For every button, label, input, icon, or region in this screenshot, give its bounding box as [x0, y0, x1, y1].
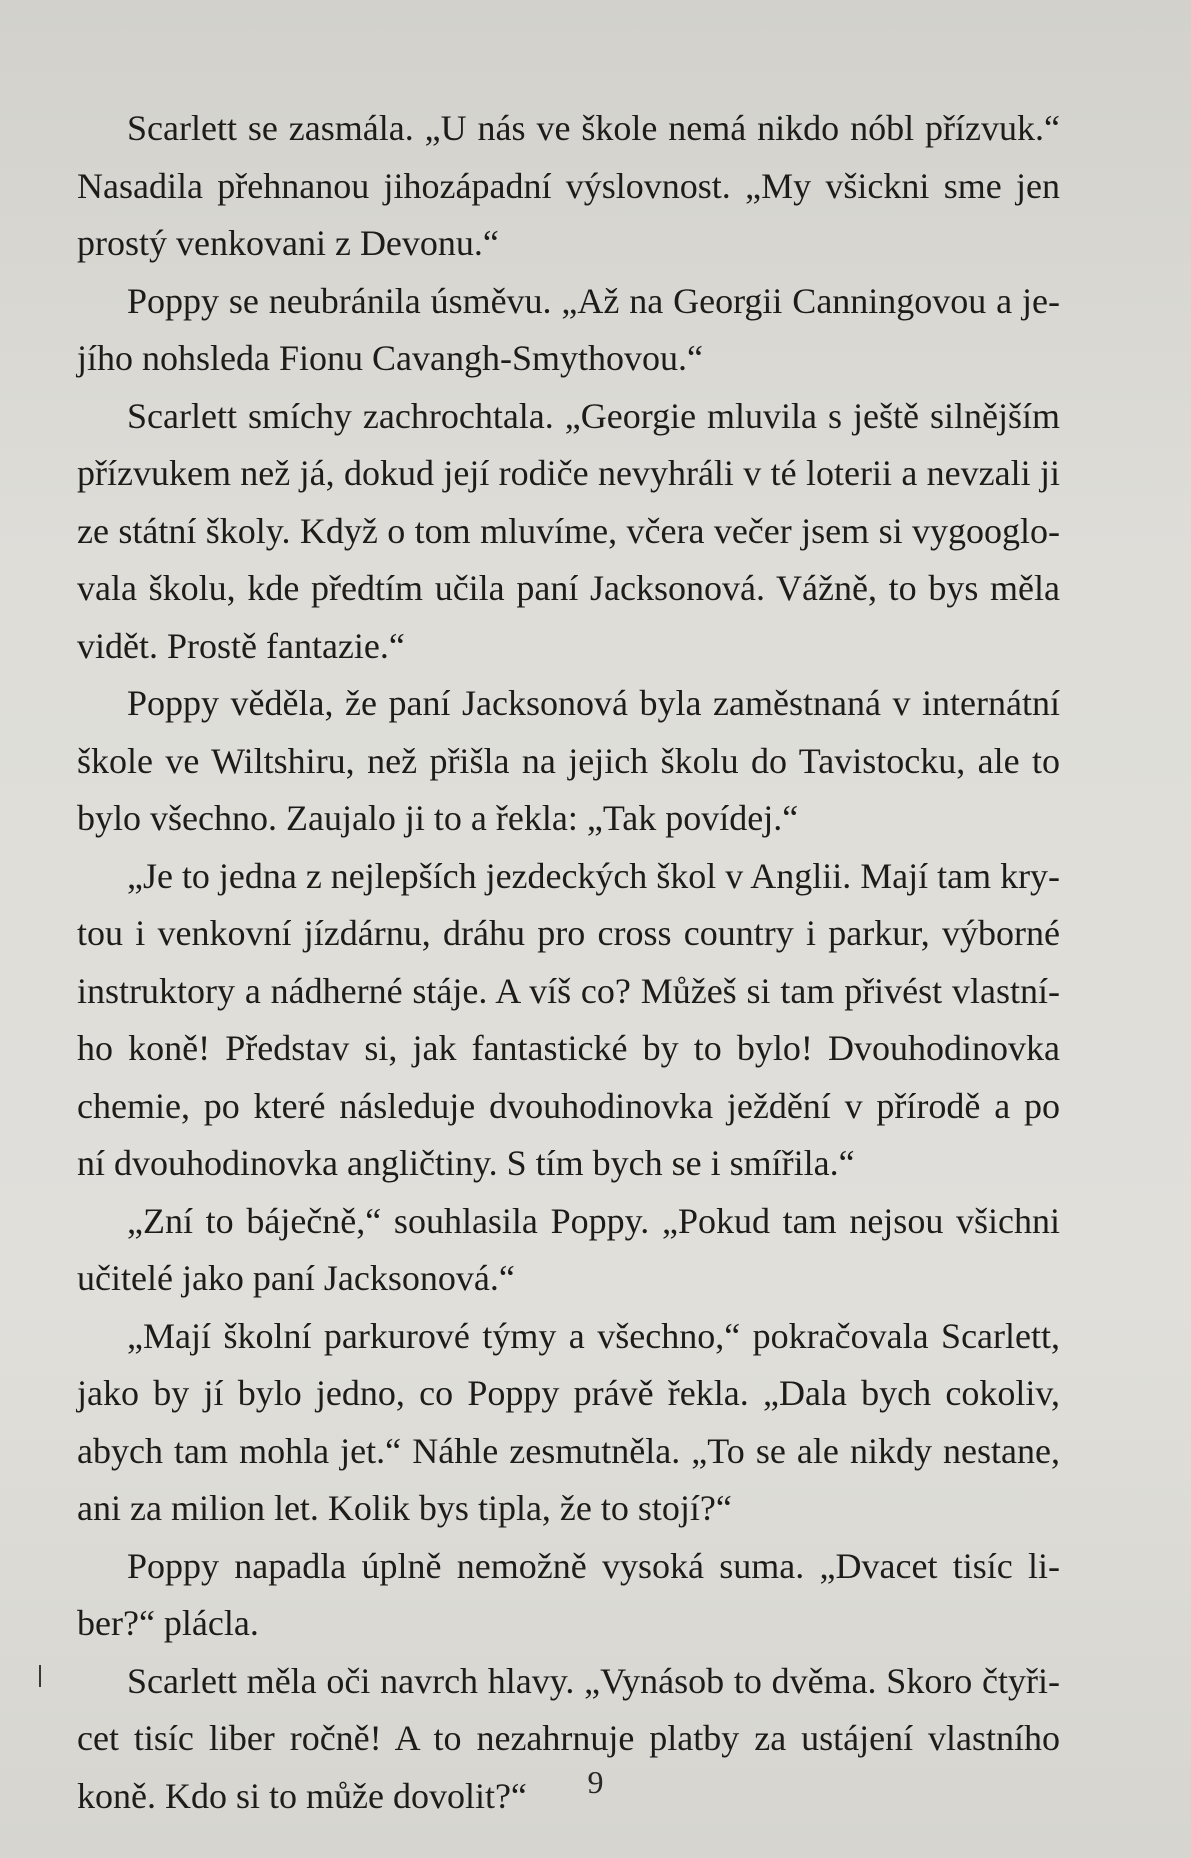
text-line: Scarlett smíchy zachrochtala. „Georgie mluvila s ještě silnějším: [127, 395, 1060, 436]
text-line: Poppy věděla, že paní Jacksonová byla zaměstnaná v internátní: [127, 683, 1060, 723]
paragraph: [77, 848, 1060, 1193]
text-line: abych tam mohla jet.“ Náhle zesmutněla. „To se ale nikdy nestane,: [77, 1430, 1060, 1471]
text-line: bylo všechno. Zaujalo ji to a řekla: „Tak povídej.“: [77, 798, 799, 838]
text-line: vidět. Prostě fantazie.“: [77, 625, 405, 666]
text-line: ani za milion let. Kolik bys tipla, že to stojí?“: [77, 1488, 732, 1528]
text-line: cet tisíc liber ročně! A to nezahrnuje platby za ustájení vlastního: [77, 1718, 1060, 1758]
text-line: „Zní to báječně,“ souhlasila Poppy. „Pokud tam nejsou všichni: [127, 1200, 1060, 1241]
text-line: chemie, po které následuje dvouhodinovka ježdění v přírodě a po: [77, 1085, 1060, 1126]
text-line: prostý venkovani z Devonu.“: [77, 223, 499, 263]
text-line: škole ve Wiltshiru, než přišla na jejich školu do Tavistocku, ale to: [77, 740, 1060, 781]
margin-mark: [39, 1665, 41, 1687]
text-line: tou i venkovní jízdárnu, dráhu pro cross country i parkur, výborné: [77, 913, 1060, 953]
page-number: 9: [587, 1764, 604, 1800]
text-line: učitelé jako paní Jacksonová.“: [77, 1258, 515, 1298]
text-line: ho koně! Představ si, jak fantastické by to bylo! Dvouhodinovka: [77, 1028, 1060, 1068]
body-text: [77, 100, 1060, 1825]
text-line: jako by jí bylo jedno, co Poppy právě řekla. „Dala bych cokoliv,: [77, 1373, 1060, 1413]
paragraph: [77, 100, 1060, 273]
text-line: Scarlett se zasmála. „U nás ve škole nemá nikdo nóbl přízvuk.“: [127, 108, 1060, 148]
text-line: Nasadila přehnanou jihozápadní výslovnost. „My všickni sme jen: [77, 165, 1060, 206]
paragraph: [77, 1193, 1060, 1308]
paragraph: [77, 1308, 1060, 1538]
text-line: ze státní školy. Když o tom mluvíme, včera večer jsem si vygooglo-: [77, 510, 1060, 551]
text-line: „Mají školní parkurové týmy a všechno,“ pokračovala Scarlett,: [127, 1315, 1060, 1356]
text-line: Scarlett měla oči navrch hlavy. „Vynásob to dvěma. Skoro čtyři-: [127, 1660, 1060, 1701]
text-line: vala školu, kde předtím učila paní Jacksonová. Vážně, to bys měla: [77, 568, 1060, 608]
text-line: Poppy napadla úplně nemožně vysoká suma. „Dvacet tisíc li-: [127, 1545, 1060, 1586]
text-line: „Je to jedna z nejlepších jezdeckých škol v Anglii. Mají tam kry-: [127, 855, 1060, 896]
text-line: koně. Kdo si to může dovolit?“: [77, 1775, 527, 1816]
paragraph: [77, 273, 1060, 388]
text-line: ní dvouhodinovka angličtiny. S tím bych se i smířila.“: [77, 1143, 855, 1183]
paragraph: [77, 388, 1060, 676]
paragraph: [77, 675, 1060, 848]
text-line: instruktory a nádherné stáje. A víš co? Můžeš si tam přivést vlastní-: [77, 970, 1060, 1011]
text-line: Poppy se neubránila úsměvu. „Až na Georgii Canningovou a je-: [127, 280, 1060, 321]
text-line: jího nohsleda Fionu Cavangh-Smythovou.“: [77, 338, 703, 378]
paragraph: [77, 1538, 1060, 1653]
text-line: přízvukem než já, dokud její rodiče nevyhráli v té loterii a nevzali ji: [77, 453, 1060, 493]
text-line: ber?“ plácla.: [77, 1603, 259, 1643]
